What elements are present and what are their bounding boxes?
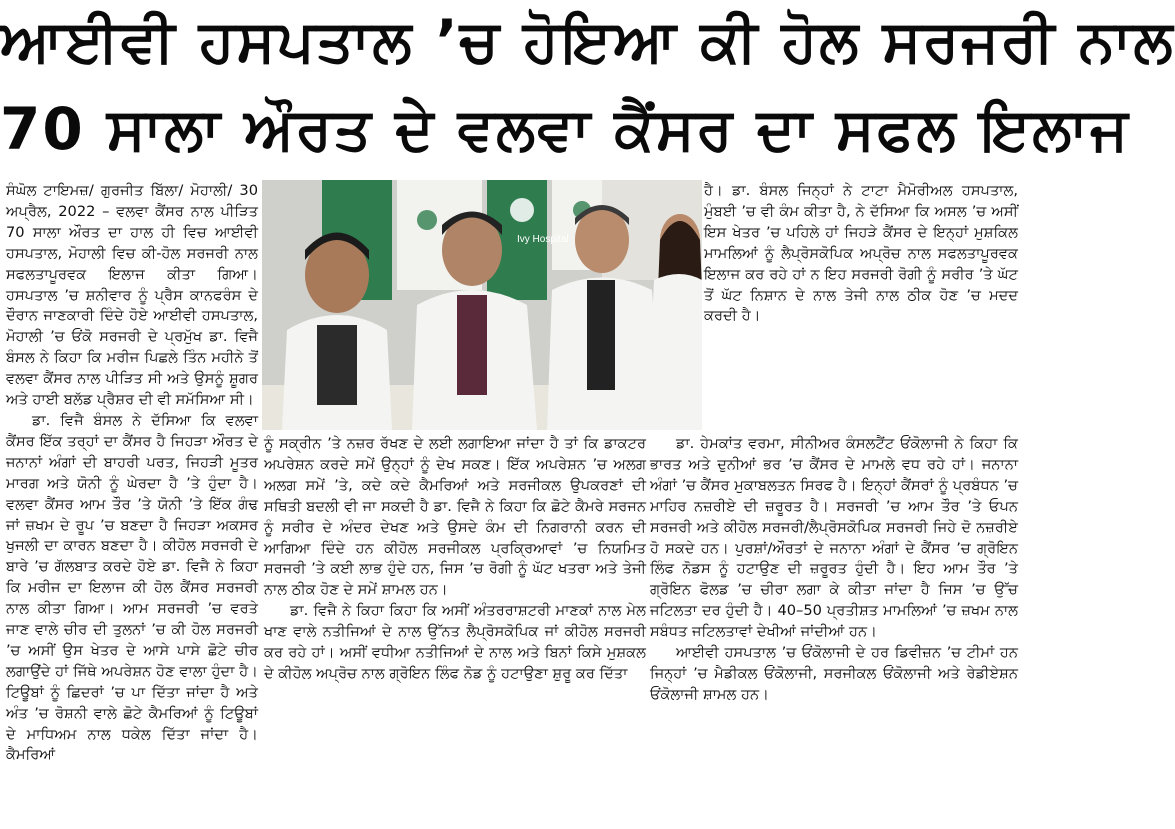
article-paragraph: ਡਾ. ਵਿਜੈ ਨੇ ਕਿਹਾ ਕਿਹਾ ਕਿ ਅਸੀਂ ਅੰਤਰਰਾਸ਼ਟਰੀ ਮਾਣਕਾਂ ਨਾਲ ਮੇਲ ਖਾਣ ਵਾਲੇ ਨਤੀਜਿਆਂ ਦੇ ਨਾਲ ਉੱਨਤ ਲੈਪ੍ਰੋਸਕੋਪਿਕ ਜਾਂ ਕੀਹੋਲ ਸਰਜਰੀ ਕਰ ਰਹੇ ਹਾਂ। ਅਸੀਂ ਵਧੀਆ ਨਤੀਜਿਆਂ ਦੇ ਨਾਲ ਅਤੇ ਬਿਨਾਂ ਕਿਸੇ ਮੁਸ਼ਕਲ ਦੇ ਕੀਹੋਲ ਅਪ੍ਰੋਚ ਨਾਲ ਗ੍ਰੋਇਨ ਲਿੰਫ ਨੋਡ ਨੂੰ ਹਟਾਉਣਾ ਸ਼ੁਰੂ ਕਰ ਦਿੱਤਾ bbox=[264, 602, 646, 682]
headline-line-2: 70 ਸਾਲਾ ਔਰਤ ਦੇ ਵਲਵਾ ਕੈਂਸਰ ਦਾ ਸਫਲ ਇਲਾਜ bbox=[0, 95, 1130, 163]
headline-line-1: ਆਈਵੀ ਹਸਪਤਾਲ ’ਚ ਹੋਇਆ ਕੀ ਹੋਲ ਸਰਜਰੀ ਨਾਲ bbox=[0, 7, 1175, 75]
article-column-3-top bbox=[704, 181, 1018, 327]
article-column-2 bbox=[264, 434, 646, 685]
article-column-3-bottom bbox=[650, 434, 1018, 706]
photo-backdrop-text: Ivy Hospital bbox=[517, 234, 569, 245]
press-conference-photo bbox=[262, 180, 702, 430]
article-paragraph: ਹੈ। ਡਾ. ਬੰਸਲ ਜਿਨ੍ਹਾਂ ਨੇ ਟਾਟਾ ਮੈਮੋਰੀਅਲ ਹਸਪਤਾਲ, ਮੁੰਬਈ ’ਚ ਵੀ ਕੰਮ ਕੀਤਾ ਹੈ, ਨੇ ਦੱਸਿਆ ਕਿ ਅਸਲ ’ਚ ਅਸੀਂ ਇਸ ਖੇਤਰ ’ਚ ਪਹਿਲੇ ਹਾਂ ਜਿਹੜੇ ਕੈਂਸਰ ਦੇ ਇਨ੍ਹਾਂ ਮੁਸ਼ਕਿਲ ਮਾਮਲਿਆਂ ਨੂੰ ਲੈਪ੍ਰੋਸਕੋਪਿਕ ਅਪ੍ਰੋਚ ਨਾਲ ਸਫਲਤਾਪੂਰਵਕ ਇਲਾਜ ਕਰ ਰਹੇ ਹਾਂ ਨ ਇਹ ਸਰਜਰੀ ਰੋਗੀ ਨੂੰ ਸਰੀਰ ’ਤੇ ਘੱਟ ਤੋਂ ਘੱਟ ਨਿਸ਼ਾਨ ਦੇ ਨਾਲ ਤੇਜੀ ਨਾਲ ਠੀਕ ਹੋਣ ’ਚ ਮਦਦ ਕਰਦੀ ਹੈ। bbox=[704, 182, 1018, 325]
article-paragraph: ਸੰਘੋਲ ਟਾਇਮਜ਼/ ਗੁਰਜੀਤ ਬਿੱਲਾ/ ਮੋਹਾਲੀ/ 30 ਅਪ੍ਰੈਲ, 2022 – ਵਲਵਾ ਕੈਂਸਰ ਨਾਲ ਪੀੜਿਤ 70 ਸਾਲਾ ਔਰਤ ਦਾ ਹਾਲ ਹੀ ਵਿਚ ਆਈਵੀ ਹਸਪਤਾਲ, ਮੋਹਾਲੀ ਵਿਚ ਕੀ-ਹੋਲ ਸਰਜਰੀ ਨਾਲ ਸਫਲਤਾਪੂਰਵਕ ਇਲਾਜ ਕੀਤਾ ਗਿਆ। ਹਸਪਤਾਲ ’ਚ ਸ਼ਨੀਵਾਰ ਨੂੰ ਪ੍ਰੈਸ ਕਾਨਫਰੰਸ ਦੇ ਦੌਰਾਨ ਜਾਣਕਾਰੀ ਦਿੰਦੇ ਹੋਏ ਆਈਵੀ ਹਸਪਤਾਲ, ਮੋਹਾਲੀ ’ਚ ਓਂਕੋ ਸਰਜਰੀ ਦੇ ਪ੍ਰਮੁੱਖ ਡਾ. ਵਿਜੈ ਬੰਸਲ ਨੇ ਕਿਹਾ ਕਿ ਮਰੀਜ ਪਿਛਲੇ ਤਿੰਨ ਮਹੀਨੇ ਤੋਂ ਵਲਵਾ ਕੈਂਸਰ ਨਾਲ ਪੀੜਿਤ ਸੀ ਅਤੇ ਉਸਨੂੰ ਸ਼ੂਗਰ ਅਤੇ ਹਾਈ ਬਲੱਡ ਪ੍ਰੈਸ਼ਰ ਦੀ ਵੀ ਸਮੱਸਿਆ ਸੀ। bbox=[6, 182, 258, 409]
article-paragraph: ਡਾ. ਹੇਮਕਾਂਤ ਵਰਮਾ, ਸੀਨੀਅਰ ਕੰਸਲਟੈਂਟ ਓਂਕੋਲਾਜੀ ਨੇ ਕਿਹਾ ਕਿ ਭਾਰਤ ਅਤੇ ਦੁਨੀਆਂ ਭਰ ’ਚ ਕੈਂਸਰ ਦੇ ਮਾਮਲੇ ਵਧ ਰਹੇ ਹਾਂ। ਜਨਾਨਾ ਅੰਗਾਂ ’ਚ ਕੈਂਸਰ ਮੁਕਾਬਲਤਨ ਸਿਰਫ ਹੈ। ਇਨ੍ਹਾਂ ਕੈਂਸਰਾਂ ਨੂੰ ਪ੍ਰਬੰਧਨ ’ਚ ਮਾਹਿਰ ਨਜ਼ਰੀਏ ਦੀ ਜ਼ਰੂਰਤ ਹੈ। ਸਰਜਰੀ ’ਚ ਆਮ ਤੌਰ ’ਤੇ ਓਪਨ ਸਰਜਰੀ ਅਤੇ ਕੀਹੋਲ ਸਰਜਰੀ/ਲੈਪ੍ਰੋਸਕੋਪਿਕ ਸਰਜਰੀ ਜਿਹੇ ਦੋ ਨਜ਼ਰੀਏ ਹੋ ਸਕਦੇ ਹਨ। ਪੁਰਸ਼ਾਂ/ਔਰਤਾਂ ਦੇ ਜਨਾਨਾ ਅੰਗਾਂ ਦੇ ਕੈਂਸਰ ’ਚ ਗ੍ਰੋਇਨ ਲਿੰਫ ਨੋਡਸ ਨੂੰ ਹਟਾਉਣ ਦੀ ਜ਼ਰੂਰਤ ਹੁੰਦੀ ਹੈ। ਇਹ ਆਮ ਤੌਰ ’ਤੇ ਗ੍ਰੋਇਨ ਫੋਲਡ ’ਚ ਚੀਰਾ ਲਗਾ ਕੇ ਕੀਤਾ ਜਾਂਦਾ ਹੈ ਜਿਸ ’ਚ ਉੱਚ ਜਟਿਲਤਾ ਦਰ ਹੁੰਦੀ ਹੈ। 40–50 ਪ੍ਰਤੀਸ਼ਤ ਮਾਮਲਿਆਂ ’ਚ ਜ਼ਖਮ ਨਾਲ ਸਬੰਧਤ ਜਟਿਲਤਾਵਾਂ ਦੇਖੀਆਂ ਜਾਂਦੀਆਂ ਹਨ। bbox=[650, 435, 1018, 641]
article-column-1 bbox=[6, 181, 258, 766]
article-paragraph: ਡਾ. ਵਿਜੈ ਬੰਸਲ ਨੇ ਦੱਸਿਆ ਕਿ ਵਲਵਾ ਕੈਂਸਰ ਇੱਕ ਤਰ੍ਹਾਂ ਦਾ ਕੈਂਸਰ ਹੈ ਜਿਹੜਾ ਔਰਤ ਦੇ ਜਨਾਨਾਂ ਅੰਗਾਂ ਦੀ ਬਾਹਰੀ ਪਰਤ, ਜਿਹੜੀ ਮੂਤਰ ਮਾਰਗ ਅਤੇ ਯੋਨੀ ਨੂੰ ਘੇਰਦਾ ਹੈ ’ਤੇ ਹੁੰਦਾ ਹੈ। ਵਲਵਾ ਕੈਂਸਰ ਆਮ ਤੌਰ ’ਤੇ ਯੋਨੀ ’ਤੇ ਇੱਕ ਗੰਢ ਜਾਂ ਜ਼ਖਮ ਦੇ ਰੂਪ ’ਚ ਬਣਦਾ ਹੈ ਜਿਹੜਾ ਅਕਸਰ ਖੁਜਲੀ ਦਾ ਕਾਰਨ ਬਣਦਾ ਹੈ। ਕੀਹੋਲ ਸਰਜਰੀ ਦੇ ਬਾਰੇ ’ਚ ਗੱਲਬਾਤ ਕਰਦੇ ਹੋਏ ਡਾ. ਵਿਜੈ ਨੇ ਕਿਹਾ ਕਿ ਮਰੀਜ ਦਾ ਇਲਾਜ ਕੀ ਹੋਲ ਕੈਂਸਰ ਸਰਜਰੀ ਨਾਲ ਕੀਤਾ ਗਿਆ। ਆਮ ਸਰਜਰੀ ’ਚ ਵਰਤੇ ਜਾਣ ਵਾਲੇ ਚੀਰ ਦੀ ਤੁਲਨਾਂ ’ਚ ਕੀ ਹੋਲ ਸਰਜਰੀ ’ਚ ਅਸੀਂ ਉਸ ਖੇਤਰ ਦੇ ਆਸੇ ਪਾਸੇ ਛੋਟੇ ਚੀਰ ਲਗਾਉਂਦੇ ਹਾਂ ਜਿੱਥੇ ਅਪਰੇਸ਼ਨ ਹੋਣ ਵਾਲਾ ਹੁੰਦਾ ਹੈ। ਟਿਊਬਾਂ ਨੂੰ ਛਿਦਰਾਂ ’ਚ ਪਾ ਦਿੱਤਾ ਜਾਂਦਾ ਹੈ ਅਤੇ ਅੰਤ ’ਚ ਰੋਸ਼ਨੀ ਵਾਲੇ ਛੋਟੇ ਕੈਮਰਿਆਂ ਨੂੰ ਟਿਊਬਾਂ ਦੇ ਮਾਧਿਅਮ ਨਾਲ ਧਕੇਲ ਦਿੱਤਾ ਜਾਂਦਾ ਹੈ। ਕੈਮਰਿਆਂ bbox=[6, 411, 258, 764]
article-paragraph: ਨੂੰ ਸਕ੍ਰੀਨ ’ਤੇ ਨਜ਼ਰ ਰੱਖਣ ਦੇ ਲਈ ਲਗਾਇਆ ਜਾਂਦਾ ਹੈ ਤਾਂ ਕਿ ਡਾਕਟਰ ਅਪਰੇਸ਼ਨ ਕਰਦੇ ਸਮੇਂ ਉਨ੍ਹਾਂ ਨੂੰ ਦੇਖ ਸਕਣ। ਇੱਕ ਅਪਰੇਸ਼ਨ ’ਚ ਅਲਗ ਅਲਗ ਸਮੇਂ ’ਤੇ, ਕਦੇ ਕਦੇ ਕੈਮਰਿਆਂ ਅਤੇ ਸਰਜੀਕਲ ਉਪਕਰਣਾਂ ਦੀ ਸਥਿਤੀ ਬਦਲੀ ਵੀ ਜਾ ਸਕਦੀ ਹੈ ਡਾ. ਵਿਜੈ ਨੇ ਕਿਹਾ ਕਿ ਛੋਟੇ ਕੈਮਰੇ ਸਰਜਨ ਨੂੰ ਸਰੀਰ ਦੇ ਅੰਦਰ ਦੇਖਣ ਅਤੇ ਉਸਦੇ ਕੰਮ ਦੀ ਨਿਗਰਾਨੀ ਕਰਨ ਦੀ ਆਗਿਆ ਦਿੰਦੇ ਹਨ ਕੀਹੋਲ ਸਰਜੀਕਲ ਪ੍ਰਕ੍ਰਿਆਵਾਂ ’ਚ ਨਿਯਮਿਤ ਸਰਜਰੀ ’ਤੇ ਕਈ ਲਾਭ ਹੁੰਦੇ ਹਨ, ਜਿਸ ’ਚ ਰੋਗੀ ਨੂੰ ਘੱਟ ਖਤਰਾ ਅਤੇ ਤੇਜੀ ਨਾਲ ਠੀਕ ਹੋਣ ਦੇ ਸਮੇਂ ਸ਼ਾਮਲ ਹਨ। bbox=[264, 435, 646, 599]
article-paragraph: ਆਈਵੀ ਹਸਪਤਾਲ ’ਚ ਓਂਕੋਲਾਜੀ ਦੇ ਹਰ ਡਿਵੀਜ਼ਨ ’ਚ ਟੀਮਾਂ ਹਨ ਜਿਨ੍ਹਾਂ ’ਚ ਮੈਡੀਕਲ ਓਂਕੋਲਾਜੀ, ਸਰਜੀਕਲ ਓਂਕੋਲਾਜੀ ਅਤੇ ਰੇਡੀਏਸ਼ਨ ਓਂਕੋਲਾਜੀ ਸ਼ਾਮਲ ਹਨ। bbox=[650, 644, 1018, 703]
